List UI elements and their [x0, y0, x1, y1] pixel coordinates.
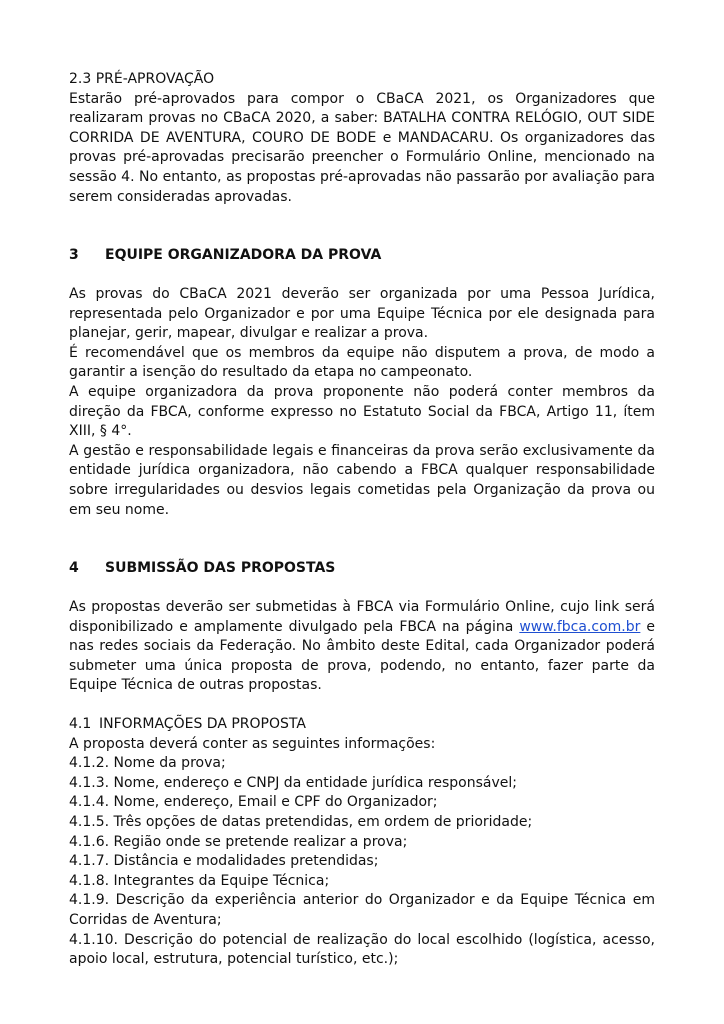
section-4-text-before-link: As propostas deverão ser submetidas à FBCA via Formulário Online, cujo link será disponibilizado e amplamente divulgado pela FBCA na página [69, 599, 655, 635]
section-3-paragraph-3: A equipe organizadora da prova proponente não poderá conter membros da direção da FBCA, conforme expresso no Estatuto Social da FBCA, Artigo 11, ítem XIII, § 4°. [69, 383, 655, 440]
section-4-1-number: 4.1 [69, 716, 92, 732]
section-2-3-body: Estarão pré-aprovados para compor o CBaCA 2021, os Organizadores que realizaram provas no CBaCA 2020, a saber: BATALHA CONTRA RELÓGIO, OUT SIDE CORRIDA DE AVENTURA, COURO DE BODE e MANDACARU. Os organizadores das provas pré-aprovadas precisarão preencher o Formulário Online, mencionado na sessão 4. No entanto, as propostas pré-aprovadas não passarão por avaliação para serem consideradas aprovadas. [69, 90, 655, 205]
section-3 [69, 246, 655, 266]
section-3-paragraph-1: As provas do CBaCA 2021 deverão ser organizada por uma Pessoa Jurídica, representada pelo Organizador e por uma Equipe Técnica por ele designada para planejar, gerir, mapear, divulgar e realizar a prova. [69, 286, 655, 342]
fbca-website-link[interactable]: www.fbca.com.br [519, 618, 641, 635]
list-item: 4.1.10. Descrição do potencial de realização do local escolhido (logística, acesso, apoio local, estrutura, potencial turístico, etc.); [69, 931, 655, 968]
list-item: 4.1.7. Distância e modalidades pretendidas; [69, 853, 379, 870]
section-3-paragraph-2: É recomendável que os membros da equipe não disputem a prova, de modo a garantir a isenção do resultado da etapa no campeonato. [69, 344, 655, 381]
list-item: 4.1.5. Três opções de datas pretendidas, em ordem de prioridade; [69, 813, 533, 830]
section-4-1 [69, 715, 655, 970]
list-item: 4.1.4. Nome, endereço, Email e CPF do Organizador; [69, 794, 438, 811]
section-4-1-heading [69, 715, 655, 735]
section-4-body [69, 598, 655, 696]
section-2-3-heading: 2.3 PRÉ-APROVAÇÃO [69, 71, 215, 87]
section-3-number: 3 [69, 247, 79, 263]
section-3-title: EQUIPE ORGANIZADORA DA PROVA [105, 247, 382, 263]
list-item: 4.1.2. Nome da prova; [69, 755, 226, 772]
section-3-heading [69, 246, 655, 266]
section-4 [69, 559, 655, 579]
section-4-number: 4 [69, 560, 79, 576]
section-3-body [69, 285, 655, 520]
section-4-text-after-link: e nas redes sociais da Federação. No âmbito deste Edital, cada Organizador poderá submeter uma única proposta de prova, podendo, no entanto, fazer parte da Equipe Técnica de outras propostas. [69, 618, 655, 694]
section-4-title: SUBMISSÃO DAS PROPOSTAS [105, 560, 336, 576]
list-item: 4.1.6. Região onde se pretende realizar a prova; [69, 833, 408, 850]
section-4-paragraph-1 [69, 598, 655, 696]
section-3-paragraph-4: A gestão e responsabilidade legais e financeiras da prova serão exclusivamente da entidade jurídica organizadora, não cabendo a FBCA qualquer responsabilidade sobre irregularidades ou desvios legais cometidas pela Organização da prova ou em seu nome. [69, 442, 655, 518]
section-4-1-intro: A proposta deverá conter as seguintes informações: [69, 735, 436, 752]
list-item: 4.1.3. Nome, endereço e CNPJ da entidade jurídica responsável; [69, 774, 517, 791]
list-item: 4.1.9. Descrição da experiência anterior do Organizador e da Equipe Técnica em Corridas de Aventura; [69, 892, 655, 928]
section-4-1-title: INFORMAÇÕES DA PROPOSTA [99, 716, 306, 732]
section-4-heading [69, 559, 655, 579]
list-item: 4.1.8. Integrantes da Equipe Técnica; [69, 872, 330, 889]
section-2-3 [69, 70, 655, 207]
